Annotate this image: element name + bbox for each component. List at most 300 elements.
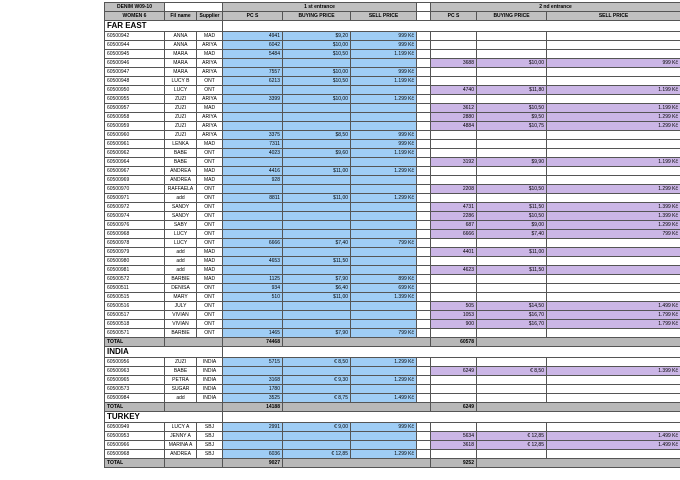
supplier: ARIYA bbox=[197, 68, 223, 77]
pcs-1: 7311 bbox=[223, 140, 283, 149]
sell-price-2 bbox=[547, 450, 680, 459]
order-table bbox=[104, 2, 680, 468]
sell-price-1 bbox=[351, 320, 417, 329]
sell-price-1: 999 Kč bbox=[351, 423, 417, 432]
sell-price-2 bbox=[547, 50, 680, 59]
supplier: ONT bbox=[197, 203, 223, 212]
table-row bbox=[105, 293, 680, 302]
supplier: ONT bbox=[197, 77, 223, 86]
pcs-2: 505 bbox=[431, 302, 477, 311]
pcs-1 bbox=[223, 221, 283, 230]
supplier: ARIYA bbox=[197, 122, 223, 131]
article-code: 60500971 bbox=[105, 194, 165, 203]
pcs-1 bbox=[223, 432, 283, 441]
buy-price-1: $11,50 bbox=[283, 257, 351, 266]
sell-price-1 bbox=[351, 86, 417, 95]
buy-price-2 bbox=[477, 131, 547, 140]
pcs-2 bbox=[431, 167, 477, 176]
supplier: INDIA bbox=[197, 394, 223, 403]
pcs-2: 687 bbox=[431, 221, 477, 230]
sell-header-2: SELL PRICE bbox=[547, 12, 680, 21]
total-pcs-1: 14188 bbox=[223, 403, 283, 412]
supplier: MAD bbox=[197, 257, 223, 266]
sell-price-2 bbox=[547, 275, 680, 284]
article-code: 60500958 bbox=[105, 113, 165, 122]
supplier: ONT bbox=[197, 158, 223, 167]
buy-price-1: € 9,30 bbox=[283, 376, 351, 385]
sell-price-2 bbox=[547, 176, 680, 185]
sell-price-1: 1.299 Kč bbox=[351, 194, 417, 203]
article-code: 60500942 bbox=[105, 32, 165, 41]
pcs-2 bbox=[431, 293, 477, 302]
total-pcs-1: 9027 bbox=[223, 459, 283, 468]
buy-price-2 bbox=[477, 140, 547, 149]
pcs-2 bbox=[431, 140, 477, 149]
sell-price-2: 1.799 Kč bbox=[547, 320, 680, 329]
sell-price-1 bbox=[351, 248, 417, 257]
pcs-1 bbox=[223, 86, 283, 95]
pcs-1 bbox=[223, 122, 283, 131]
fil-name: VIVIAN bbox=[165, 311, 197, 320]
fil-name: BARBIE bbox=[165, 275, 197, 284]
buy-price-2 bbox=[477, 68, 547, 77]
pcs-1: 8811 bbox=[223, 194, 283, 203]
buy-price-1 bbox=[283, 212, 351, 221]
pcs-1 bbox=[223, 185, 283, 194]
pcs-1: 6213 bbox=[223, 77, 283, 86]
sell-price-2 bbox=[547, 140, 680, 149]
buy-price-2 bbox=[477, 275, 547, 284]
buy-price-1 bbox=[283, 176, 351, 185]
buy-price-1 bbox=[283, 140, 351, 149]
pcs-2: 3688 bbox=[431, 59, 477, 68]
pcs-2: 900 bbox=[431, 320, 477, 329]
pcs-1: 1780 bbox=[223, 385, 283, 394]
pcs-2 bbox=[431, 358, 477, 367]
buy-price-1 bbox=[283, 302, 351, 311]
buy-price-2: $11,50 bbox=[477, 203, 547, 212]
fil-name: MARA bbox=[165, 50, 197, 59]
table-row bbox=[105, 212, 680, 221]
buy-price-2: $11,50 bbox=[477, 266, 547, 275]
buy-price-1 bbox=[283, 185, 351, 194]
sell-price-2 bbox=[547, 131, 680, 140]
article-code: 60500962 bbox=[105, 149, 165, 158]
entrance-1-header: 1 st entrance bbox=[223, 3, 417, 12]
sell-price-1: 799 Kč bbox=[351, 239, 417, 248]
sell-price-2 bbox=[547, 194, 680, 203]
pcs-1 bbox=[223, 203, 283, 212]
buy-price-2: $9,00 bbox=[477, 221, 547, 230]
table-row bbox=[105, 358, 680, 367]
sell-price-1 bbox=[351, 203, 417, 212]
buy-price-2 bbox=[477, 77, 547, 86]
buy-price-2: $10,00 bbox=[477, 59, 547, 68]
fil-name: MARA bbox=[165, 59, 197, 68]
sheet-title: DENIM W09-10 bbox=[105, 3, 165, 12]
table-row bbox=[105, 194, 680, 203]
fil-name: VIVIAN bbox=[165, 320, 197, 329]
sell-price-2: 1.199 Kč bbox=[547, 104, 680, 113]
article-code: 60500947 bbox=[105, 68, 165, 77]
article-code: 60500955 bbox=[105, 95, 165, 104]
sell-price-1 bbox=[351, 59, 417, 68]
supplier: MAD bbox=[197, 140, 223, 149]
table-row bbox=[105, 50, 680, 59]
sell-price-1 bbox=[351, 212, 417, 221]
sell-price-1: 1.199 Kč bbox=[351, 77, 417, 86]
sell-price-2 bbox=[547, 68, 680, 77]
table-row bbox=[105, 122, 680, 131]
buy-price-2 bbox=[477, 358, 547, 367]
supplier: MAD bbox=[197, 275, 223, 284]
pcs-1: 4941 bbox=[223, 32, 283, 41]
buy-price-2 bbox=[477, 149, 547, 158]
pcs-1: 4416 bbox=[223, 167, 283, 176]
buy-price-2: € 12,85 bbox=[477, 441, 547, 450]
section-title: FAR EAST bbox=[105, 21, 223, 32]
fil-name-header: Fil name bbox=[165, 12, 197, 21]
buy-price-1: € 8,75 bbox=[283, 394, 351, 403]
table-row bbox=[105, 302, 680, 311]
sell-price-1 bbox=[351, 230, 417, 239]
supplier: ARIYA bbox=[197, 95, 223, 104]
pcs-1: 7557 bbox=[223, 68, 283, 77]
sell-price-2: 799 Kč bbox=[547, 230, 680, 239]
supplier: MAD bbox=[197, 176, 223, 185]
sell-price-1: 1.199 Kč bbox=[351, 50, 417, 59]
article-code: 60500965 bbox=[105, 376, 165, 385]
sell-price-1 bbox=[351, 302, 417, 311]
buy-price-1: $10,50 bbox=[283, 77, 351, 86]
buy-price-2: $9,90 bbox=[477, 158, 547, 167]
fil-name: LUCY bbox=[165, 86, 197, 95]
fil-name: add bbox=[165, 248, 197, 257]
table-row bbox=[105, 86, 680, 95]
table-row bbox=[105, 367, 680, 376]
article-code: 60500963 bbox=[105, 367, 165, 376]
pcs-2 bbox=[431, 257, 477, 266]
supplier: MAD bbox=[197, 266, 223, 275]
article-code: 60500949 bbox=[105, 423, 165, 432]
table-row bbox=[105, 185, 680, 194]
sell-price-2: 1.199 Kč bbox=[547, 158, 680, 167]
pcs-header-2: PC S bbox=[431, 12, 477, 21]
sell-price-1 bbox=[351, 441, 417, 450]
pcs-1: 6042 bbox=[223, 41, 283, 50]
pcs-1: 1125 bbox=[223, 275, 283, 284]
sell-price-2 bbox=[547, 266, 680, 275]
sell-price-2 bbox=[547, 32, 680, 41]
buy-price-2 bbox=[477, 50, 547, 59]
article-code: 60500944 bbox=[105, 41, 165, 50]
supplier: ONT bbox=[197, 221, 223, 230]
buy-price-2: $14,50 bbox=[477, 302, 547, 311]
supplier: MAD bbox=[197, 248, 223, 257]
sell-price-1 bbox=[351, 113, 417, 122]
buy-price-2: $7,40 bbox=[477, 230, 547, 239]
fil-name: ZUZI bbox=[165, 104, 197, 113]
buy-price-1: € 8,50 bbox=[283, 358, 351, 367]
supplier: INDIA bbox=[197, 367, 223, 376]
buy-price-1: € 12,85 bbox=[283, 450, 351, 459]
buy-price-2 bbox=[477, 167, 547, 176]
sell-price-2 bbox=[547, 394, 680, 403]
pcs-2 bbox=[431, 68, 477, 77]
sell-price-2 bbox=[547, 149, 680, 158]
fil-name: PETRA bbox=[165, 376, 197, 385]
total-pcs-2: 60578 bbox=[431, 338, 477, 347]
buy-price-2: € 12,85 bbox=[477, 432, 547, 441]
pcs-2: 3192 bbox=[431, 158, 477, 167]
article-code: 60500948 bbox=[105, 77, 165, 86]
sell-price-1 bbox=[351, 257, 417, 266]
buy-price-1 bbox=[283, 432, 351, 441]
spreadsheet bbox=[104, 2, 680, 468]
fil-name: ANDREA bbox=[165, 450, 197, 459]
sell-price-1: 899 Kč bbox=[351, 275, 417, 284]
sell-price-2 bbox=[547, 423, 680, 432]
pcs-2: 3612 bbox=[431, 104, 477, 113]
sell-price-1 bbox=[351, 104, 417, 113]
pcs-2: 1053 bbox=[431, 311, 477, 320]
article-code: 60500976 bbox=[105, 221, 165, 230]
buy-price-1 bbox=[283, 320, 351, 329]
article-code: 60500960 bbox=[105, 131, 165, 140]
article-code: 60500945 bbox=[105, 50, 165, 59]
pcs-1 bbox=[223, 248, 283, 257]
table-row bbox=[105, 68, 680, 77]
table-row bbox=[105, 176, 680, 185]
sell-price-2: 1.299 Kč bbox=[547, 122, 680, 131]
pcs-1: 6666 bbox=[223, 239, 283, 248]
fil-name: BABE bbox=[165, 158, 197, 167]
buy-price-1: $10,00 bbox=[283, 95, 351, 104]
fil-name: LUCY bbox=[165, 230, 197, 239]
pcs-2 bbox=[431, 284, 477, 293]
supplier: MAD bbox=[197, 50, 223, 59]
sell-price-2: 1.499 Kč bbox=[547, 302, 680, 311]
table-row bbox=[105, 257, 680, 266]
table-row bbox=[105, 329, 680, 338]
supplier: ONT bbox=[197, 293, 223, 302]
buy-price-2 bbox=[477, 284, 547, 293]
article-code: 60500571 bbox=[105, 329, 165, 338]
fil-name: SABY bbox=[165, 221, 197, 230]
buy-price-2: $10,50 bbox=[477, 212, 547, 221]
article-code: 60500970 bbox=[105, 185, 165, 194]
sell-price-1 bbox=[351, 122, 417, 131]
fil-name: LENKA bbox=[165, 140, 197, 149]
article-code: 60500969 bbox=[105, 176, 165, 185]
buy-price-1 bbox=[283, 441, 351, 450]
sell-price-2: 1.399 Kč bbox=[547, 212, 680, 221]
sell-price-2: 999 Kč bbox=[547, 59, 680, 68]
buy-price-1: $9,20 bbox=[283, 32, 351, 41]
table-row bbox=[105, 239, 680, 248]
sell-price-2 bbox=[547, 41, 680, 50]
table-row bbox=[105, 320, 680, 329]
pcs-2 bbox=[431, 394, 477, 403]
table-row bbox=[105, 140, 680, 149]
sell-price-2: 1.399 Kč bbox=[547, 367, 680, 376]
sell-price-2 bbox=[547, 329, 680, 338]
supplier-header: Supplier bbox=[197, 12, 223, 21]
buy-price-2 bbox=[477, 385, 547, 394]
buy-price-2 bbox=[477, 423, 547, 432]
sell-price-2 bbox=[547, 77, 680, 86]
buy-price-1: $11,00 bbox=[283, 194, 351, 203]
sell-price-2: 1.299 Kč bbox=[547, 185, 680, 194]
supplier: SBJ bbox=[197, 450, 223, 459]
sell-price-1 bbox=[351, 367, 417, 376]
total-label: TOTAL bbox=[105, 459, 165, 468]
pcs-header-1: PC S bbox=[223, 12, 283, 21]
buy-price-1 bbox=[283, 367, 351, 376]
pcs-2 bbox=[431, 131, 477, 140]
pcs-2: 4740 bbox=[431, 86, 477, 95]
fil-name: add bbox=[165, 194, 197, 203]
pcs-1: 4023 bbox=[223, 149, 283, 158]
article-code: 60500981 bbox=[105, 266, 165, 275]
sell-price-2: 1.499 Kč bbox=[547, 441, 680, 450]
article-code: 60500517 bbox=[105, 311, 165, 320]
pcs-1 bbox=[223, 59, 283, 68]
sell-price-1: 999 Kč bbox=[351, 41, 417, 50]
table-row bbox=[105, 95, 680, 104]
pcs-1: 3399 bbox=[223, 95, 283, 104]
buy-price-1: $10,00 bbox=[283, 41, 351, 50]
table-row bbox=[105, 284, 680, 293]
sell-price-1 bbox=[351, 385, 417, 394]
pcs-1: 3375 bbox=[223, 131, 283, 140]
supplier: INDIA bbox=[197, 385, 223, 394]
pcs-2: 4401 bbox=[431, 248, 477, 257]
supplier: ONT bbox=[197, 185, 223, 194]
article-code: 60500959 bbox=[105, 122, 165, 131]
buy-price-1 bbox=[283, 385, 351, 394]
sell-price-2 bbox=[547, 95, 680, 104]
sell-price-1: 999 Kč bbox=[351, 68, 417, 77]
sell-price-1: 1.299 Kč bbox=[351, 167, 417, 176]
supplier: ARIYA bbox=[197, 41, 223, 50]
buy-price-1 bbox=[283, 86, 351, 95]
sell-price-2: 1.299 Kč bbox=[547, 113, 680, 122]
pcs-2: 4623 bbox=[431, 266, 477, 275]
supplier: INDIA bbox=[197, 376, 223, 385]
table-row bbox=[105, 41, 680, 50]
table-row bbox=[105, 167, 680, 176]
sell-price-2: 1.399 Kč bbox=[547, 203, 680, 212]
table-row bbox=[105, 158, 680, 167]
pcs-1: 510 bbox=[223, 293, 283, 302]
buy-price-2 bbox=[477, 95, 547, 104]
fil-name: ZUZI bbox=[165, 95, 197, 104]
fil-name: BARBIE bbox=[165, 329, 197, 338]
fil-name: MARY bbox=[165, 293, 197, 302]
article-code: 60500950 bbox=[105, 86, 165, 95]
pcs-1 bbox=[223, 158, 283, 167]
fil-name: BABE bbox=[165, 367, 197, 376]
supplier: ARIYA bbox=[197, 59, 223, 68]
article-code: 60500946 bbox=[105, 59, 165, 68]
supplier: SBJ bbox=[197, 432, 223, 441]
sell-price-1: 999 Kč bbox=[351, 32, 417, 41]
buy-price-1: $11,00 bbox=[283, 293, 351, 302]
fil-name: JULY bbox=[165, 302, 197, 311]
pcs-2: 2286 bbox=[431, 212, 477, 221]
pcs-1 bbox=[223, 266, 283, 275]
pcs-1: 5484 bbox=[223, 50, 283, 59]
table-row bbox=[105, 203, 680, 212]
article-code: 60500572 bbox=[105, 275, 165, 284]
total-pcs-2: 9252 bbox=[431, 459, 477, 468]
buy-price-2 bbox=[477, 450, 547, 459]
fil-name: MARA bbox=[165, 68, 197, 77]
buy-price-1: $10,50 bbox=[283, 50, 351, 59]
pcs-1: 928 bbox=[223, 176, 283, 185]
sell-price-2: 1.499 Kč bbox=[547, 432, 680, 441]
buy-price-2: $11,00 bbox=[477, 248, 547, 257]
pcs-2: 3618 bbox=[431, 441, 477, 450]
article-code: 60500518 bbox=[105, 320, 165, 329]
fil-name: SANDY bbox=[165, 212, 197, 221]
fil-name: SUGAR bbox=[165, 385, 197, 394]
sell-price-1 bbox=[351, 221, 417, 230]
fil-name: MARINA A bbox=[165, 441, 197, 450]
fil-name: JENNY A bbox=[165, 432, 197, 441]
sell-price-1: 999 Kč bbox=[351, 140, 417, 149]
entrance-2-header: 2 nd entrance bbox=[431, 3, 680, 12]
buy-price-1 bbox=[283, 203, 351, 212]
pcs-2: 4884 bbox=[431, 122, 477, 131]
article-code: 60500956 bbox=[105, 358, 165, 367]
supplier: SBJ bbox=[197, 441, 223, 450]
fil-name: add bbox=[165, 266, 197, 275]
pcs-1 bbox=[223, 302, 283, 311]
buy-price-1: $7,90 bbox=[283, 275, 351, 284]
fil-name: SANDY bbox=[165, 203, 197, 212]
table-row bbox=[105, 149, 680, 158]
buy-price-1: $9,60 bbox=[283, 149, 351, 158]
buy-price-2 bbox=[477, 293, 547, 302]
table-row bbox=[105, 32, 680, 41]
supplier: ONT bbox=[197, 194, 223, 203]
article-code: 60500573 bbox=[105, 385, 165, 394]
pcs-2: 2208 bbox=[431, 185, 477, 194]
article-code: 60500978 bbox=[105, 239, 165, 248]
supplier: ARIYA bbox=[197, 113, 223, 122]
buy-price-2 bbox=[477, 239, 547, 248]
pcs-2 bbox=[431, 50, 477, 59]
sell-price-1 bbox=[351, 266, 417, 275]
table-row bbox=[105, 385, 680, 394]
buy-price-1 bbox=[283, 59, 351, 68]
sell-price-1 bbox=[351, 185, 417, 194]
table-row bbox=[105, 77, 680, 86]
buy-price-2: € 8,50 bbox=[477, 367, 547, 376]
buy-price-1 bbox=[283, 221, 351, 230]
supplier: ONT bbox=[197, 149, 223, 158]
table-row bbox=[105, 376, 680, 385]
sell-price-1: 1.299 Kč bbox=[351, 376, 417, 385]
sell-price-1: 699 Kč bbox=[351, 284, 417, 293]
sell-price-1: 1.299 Kč bbox=[351, 95, 417, 104]
supplier: ONT bbox=[197, 284, 223, 293]
pcs-1: 1465 bbox=[223, 329, 283, 338]
fil-name: LUCY A bbox=[165, 423, 197, 432]
fil-name: add bbox=[165, 257, 197, 266]
